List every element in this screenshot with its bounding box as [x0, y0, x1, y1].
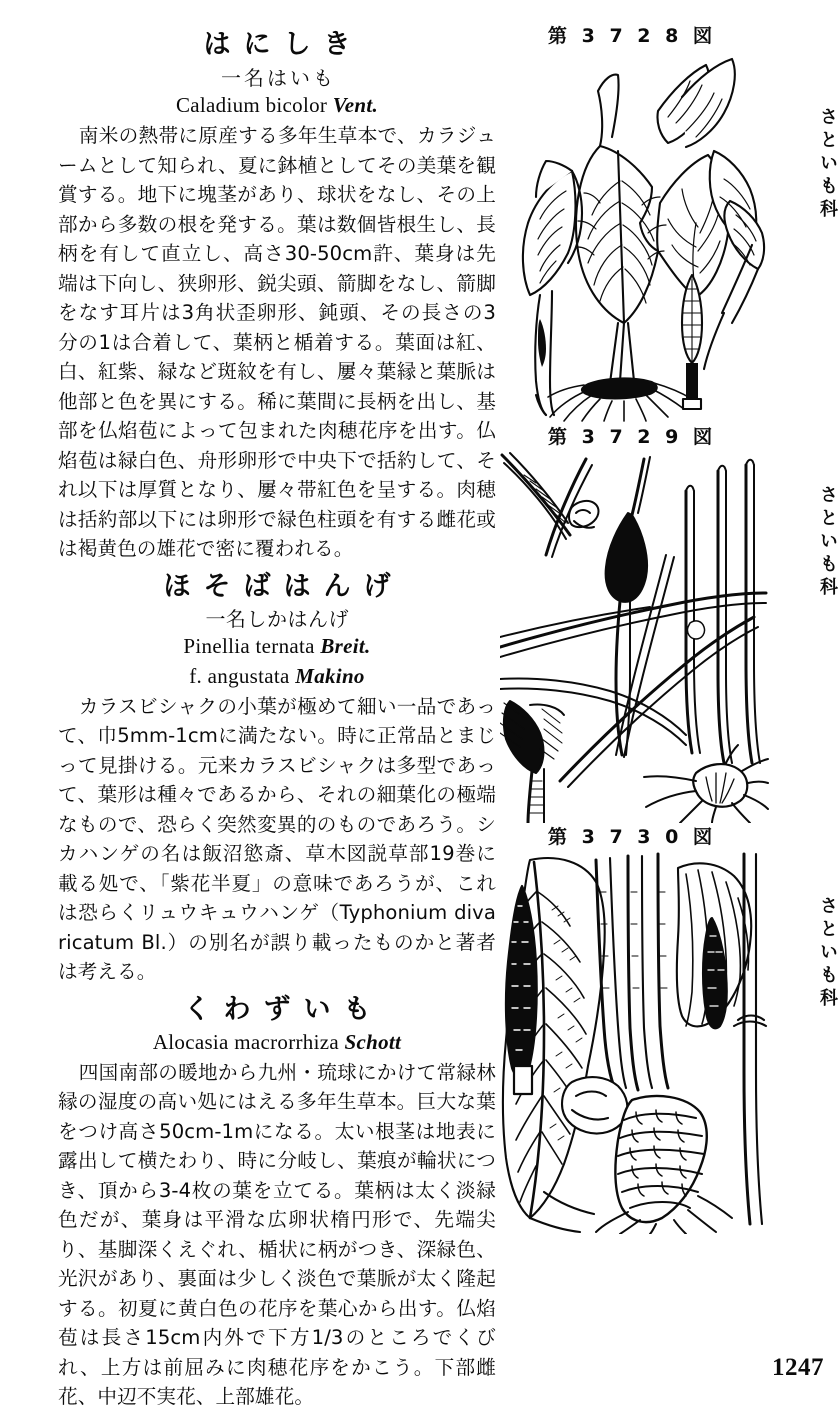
article-body-text: 南米の熱帯に原産する多年生草本で、カラジュームとして知られ、夏に鉢植としてその美葉を観賞する。地下に塊茎があり、球状をなし、その上部から多数の根を発する。葉は数個皆根生し、長柄を有して直立し、高さ30-50cm許、葉身は先端は下向し、狭卵形、鋭尖頭、箭脚をなし、箭脚をなす耳片は3角状歪卵形、鈍頭、その長さの3分の1は合着して、葉柄と楯着する。葉面は紅、白、紅紫、緑など斑紋を有し、屢々葉縁と葉脈は他部と色を異にする。稀に葉間に長柄を出し、基部を仏焰苞によって包まれた肉穂花序を出す。仏焰苞は緑白色、舟形卵形で中央下で括約して、それ以下は厚質となり、屢々帯紅色を呈する。肉穂は括約部以下には卵形で緑色柱頭を有する雌花或は褐黄色の雄花で密に覆われる。	[58, 124, 496, 561]
article-body-text: 四国南部の暖地から九州・琉球にかけて常緑林縁の湿度の高い処にはえる多年生草本。巨大な葉をつけ高さ50cm-1mになる。太い根茎は地表に露出して横たわり、時に分岐し、葉痕が輪状につき、頂から3-4枚の葉を立てる。葉柄は太く淡緑色だが、葉身は平滑な広卵状楕円形で、先端尖り、基脚深くえぐれ、楯状に柄がつき、深緑色、光沢があり、裏面は少しく淡色で葉脈が太く隆起する。初夏に黄白色の花序を葉心から出す。仏焰苞は長さ15cm内外で下方1/3のところでくびれ、上方は前屈みに肉穂花序をかこう。下部雌花、中辺不実花、上部雄花。	[58, 1060, 496, 1409]
article-scientific-name	[58, 92, 496, 119]
form-authority: Makino	[295, 663, 365, 688]
text-column	[58, 22, 496, 1416]
article-body	[58, 692, 496, 987]
family-name-label: さといも科	[817, 106, 838, 222]
article-japanese-title: くわずいも	[183, 993, 384, 1025]
article-scientific-name	[58, 633, 496, 660]
article-kuwazuimo	[58, 993, 496, 1412]
article-japanese-title: はにしき	[203, 29, 364, 60]
naming-authority: Breit.	[320, 634, 371, 659]
naming-authority: Vent.	[332, 92, 378, 117]
figure-caption: 第 3 7 2 9 図	[548, 425, 716, 448]
form-epithet: f. angustata	[189, 663, 290, 688]
pinellia-ternata-illustration	[500, 451, 770, 823]
article-hosobahange	[58, 570, 496, 987]
page-number: 1247	[772, 1354, 824, 1381]
figure-body	[500, 51, 838, 423]
article-alternate-name: 一名しかはんげ	[205, 607, 349, 632]
caladium-bicolor-illustration	[500, 51, 770, 423]
figure-3729	[500, 423, 838, 824]
article-body-text: カラスビシャクの小葉が極めて細い一品であって、巾5mm-1cmに満たない。時に正常品とまじって見掛ける。元来カラスビシャクは多型であって、葉形は種々であるから、それの細葉化の極端なもので、恐らく突然変異的のものであろう。シカハンゲの名は飯沼慾斎、草木図説草部19巻に載る処で、「紫花半夏」の意味であろうが、これは恐らくリュウキュウハンゲ（Typhonium divaricatum Bl.）の別名が誤り載ったものかと著者は考える。	[58, 694, 496, 984]
figure-3728	[500, 22, 838, 423]
figure-body	[500, 852, 838, 1234]
family-name-label: さといも科	[817, 895, 838, 1011]
article-scientific-name	[58, 1029, 496, 1056]
family-name-label: さといも科	[817, 485, 838, 600]
article-body	[58, 1058, 496, 1412]
article-japanese-title: ほそばはんげ	[163, 570, 404, 602]
alocasia-macrorrhiza-illustration	[500, 852, 770, 1234]
figure-caption: 第 3 7 3 0 図	[548, 826, 716, 848]
figure-body	[500, 451, 838, 823]
article-alternate-name: 一名はいも	[221, 65, 336, 90]
figure-3730	[500, 823, 838, 1234]
binomial-name: Alocasia macrorrhiza	[152, 1029, 339, 1054]
figure-caption: 第 3 7 2 8 図	[548, 25, 716, 47]
naming-authority: Schott	[344, 1029, 402, 1054]
binomial-name: Pinellia ternata	[183, 634, 315, 659]
article-body	[58, 121, 496, 564]
article-hanishiki	[58, 28, 496, 564]
binomial-name: Caladium bicolor	[175, 92, 328, 117]
figure-column	[500, 22, 838, 1234]
article-form-name	[58, 663, 496, 690]
